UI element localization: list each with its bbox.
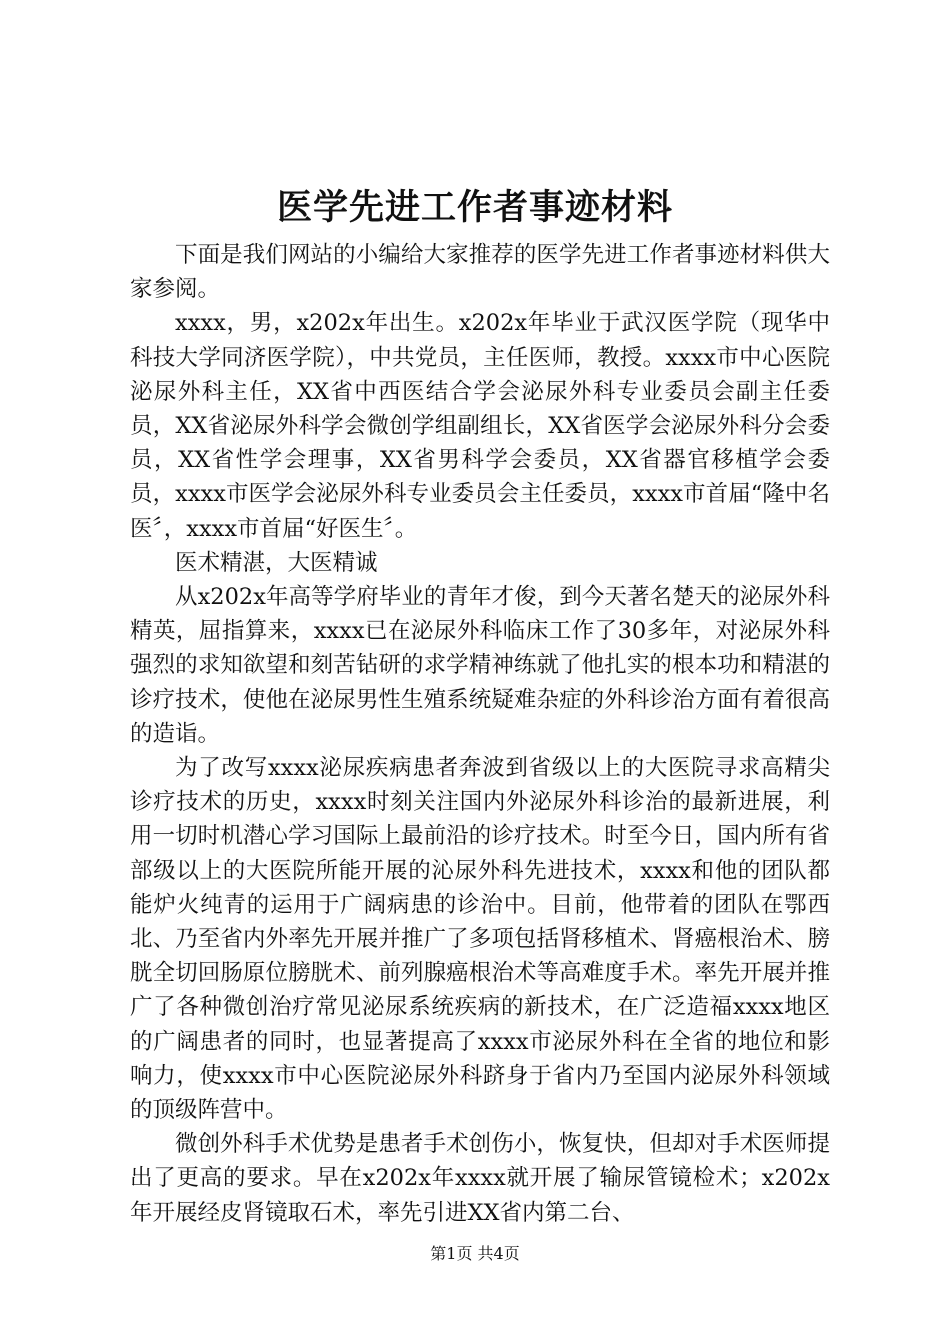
section-heading: 医术精湛，大医精诚	[175, 549, 378, 576]
document-title: 医学先进工作者事迹材料	[276, 187, 673, 228]
paragraph-intro: 下面是我们网站的小编给大家推荐的医学先进工作者事迹材料供大家参阅。	[130, 242, 830, 303]
paragraph-minimally-invasive: 微创外科手术优势是患者手术创伤小，恢复快，但却对手术医师提出了更高的要求。早在x202x年xxxx就开展了输尿管镜检术；x202x年开展经皮肾镜取石术，率先引进XX省内第二台、	[130, 1131, 830, 1226]
paragraph-achievements: 为了改写xxxx泌尿疾病患者奔波到省级以上的大医院寻求高精尖诊疗技术的历史，xxxx时刻关注国内外泌尿外科诊治的最新进展，利用一切时机潜心学习国际上最前沿的诊疗技术。时至今日，国内所有省部级以上的大医院所能开展的沁尿外科先进技术，xxxx和他的团队都能炉火纯青的运用于广阔病患的诊治中。目前，他带着的团队在鄂西北、乃至省内外率先开展并推广了多项包括肾移植术、肾癌根治术、膀胱全切回肠原位膀胱术、前列腺癌根治术等高难度手术。率先开展并推广了各种微创治疗常见泌尿系统疾病的新技术，在广泛造福xxxx地区的广阔患者的同时，也显著提高了xxxx市泌尿外科在全省的地位和影响力，使xxxx市中心医院泌尿外科跻身于省内乃至国内泌尿外科领域的顶级阵营中。	[130, 755, 830, 1124]
document-body	[130, 238, 830, 1230]
paragraph-career: 从x202x年高等学府毕业的青年才俊，到今天著名楚天的泌尿外科精英，屈指算来，xxxx已在泌尿外科临床工作了30多年，对泌尿外科强烈的求知欲望和刻苦钻研的求学精神练就了他扎实的根本功和精湛的诊疗技术，使他在泌尿男性生殖系统疑难杂症的外科诊治方面有着很高的造诣。	[130, 584, 830, 747]
page-number-footer: 第1页 共4页	[430, 1244, 520, 1263]
paragraph-biography: xxxx，男，x202x年出生。x202x年毕业于武汉医学院（现华中科技大学同济医学院），中共党员，主任医师，教授。xxxx市中心医院泌尿外科主任，XX省中西医结合学会泌尿外科专业委员会副主任委员，XX省泌尿外科学会微创学组副组长，XX省医学会泌尿外科分会委员，XX省性学会理事，XX省男科学会委员，XX省器官移植学会委员，xxxx市医学会泌尿外科专业委员会主任委员，xxxx市首届“隆中名医〞，xxxx市首届“好医生〞。	[130, 310, 830, 542]
